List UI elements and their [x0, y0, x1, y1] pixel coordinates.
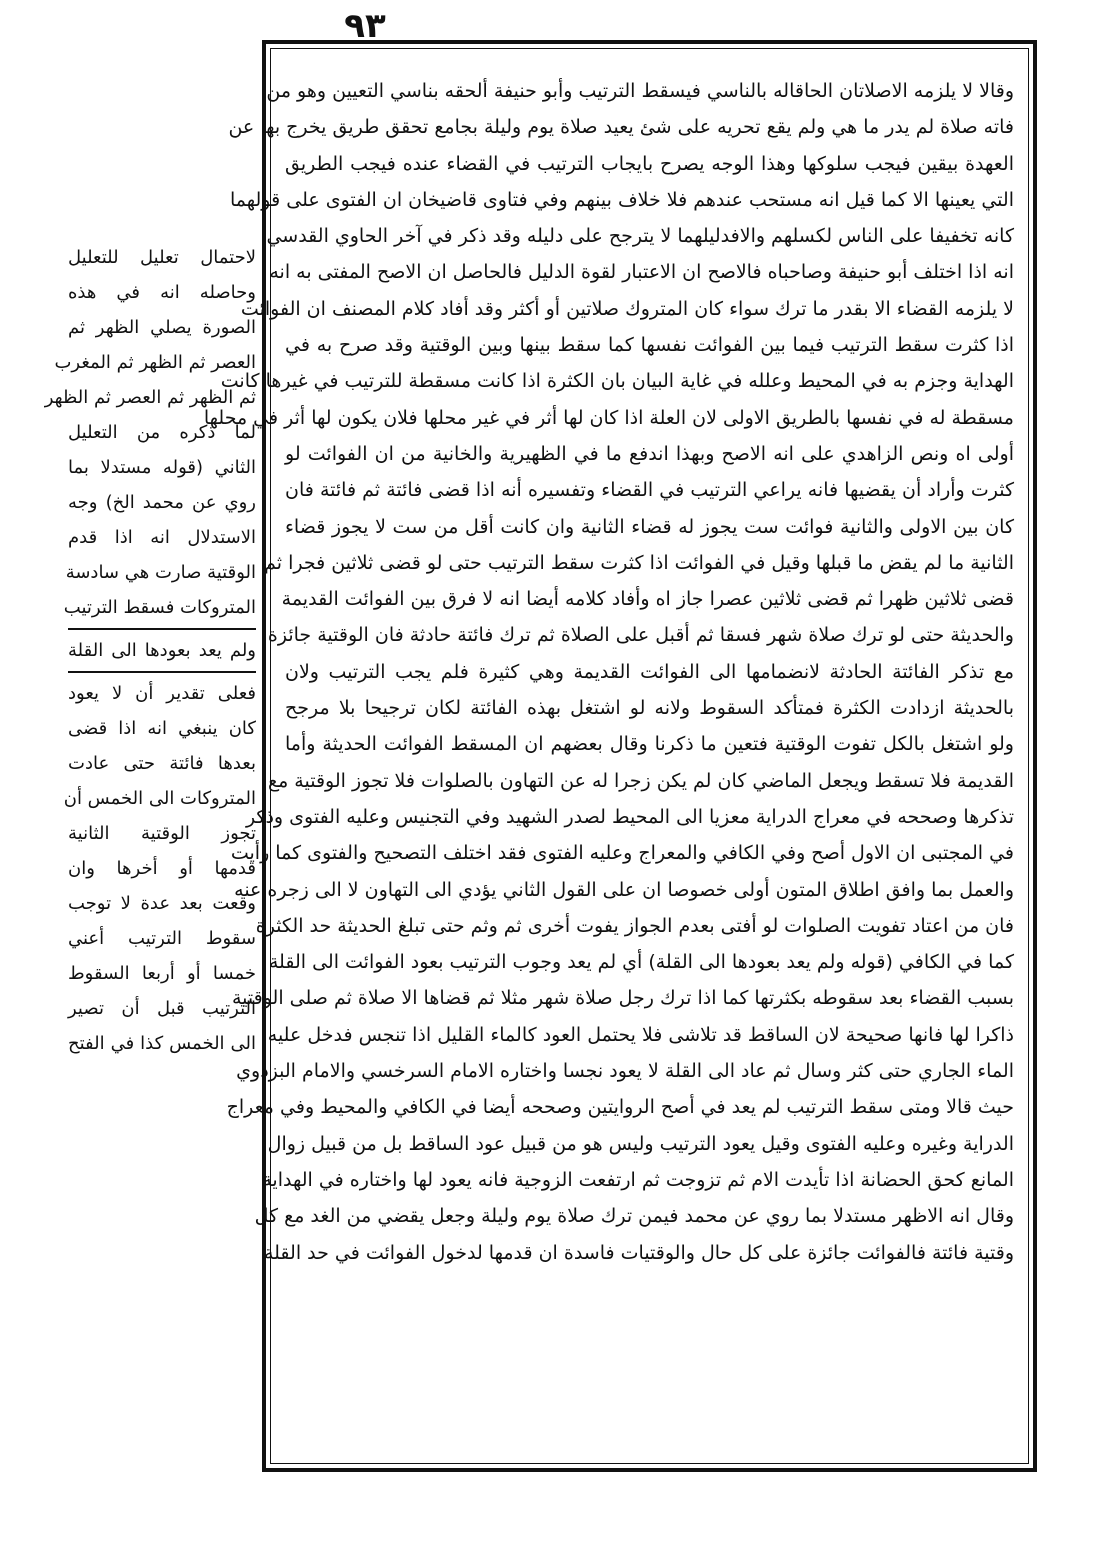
margin-text-line: الصورة يصلي الظهر ثم — [68, 317, 256, 338]
margin-text-line: سقوط الترتيب أعني — [68, 928, 256, 949]
main-text-frame — [203, 40, 1037, 1472]
main-text-line: الثانية ما لم يقض ما قبلها وقيل في الفوائت اذا كثرت سقط الترتيب حتى لو قضى ثلاثين فجرا ثم — [264, 551, 1014, 574]
main-text-line: انه اذا اختلف أبو حنيفة وصاحباه فالاصح ان الاعتبار لقوة الدليل فالحاصل ان الاصح المفتى به انه — [269, 261, 1014, 284]
main-text-line: التي يعينها الا كما قيل انه مستحب عندهم فلا خلاف بينهم وفي فتاوى قاضيخان ان الفتوى على قولهما — [229, 188, 1014, 211]
main-text-line: مسقطة له في نفسها بالطريق الاولى لان العلة اذا كان لها أثر في غير محلها فلان يكون لها أثر في محلها — [203, 406, 1014, 429]
margin-heading: ولم يعد بعودها الى القلة — [68, 640, 256, 661]
main-text-line: في المجتبى ان الاول أصح وفي الكافي والمعراج وعليه الفتوى فقد اختلف التصحيح والفتوى كما رأيت — [230, 842, 1014, 865]
main-text-line: وقتية فائتة فالفوائت جائزة على كل حال والوقتيات فاسدة ان قدمها لدخول الفوائت في حد القلة — [263, 1241, 1014, 1264]
margin-text-line: بعدها فائتة حتى عادت — [68, 753, 256, 774]
margin-text-line: المتروكات فسقط الترتيب — [63, 597, 256, 618]
margin-commentary-block-1 — [44, 240, 256, 625]
main-text-line: المانع كحق الحضانة اذا تأيدت الام ثم تزوجت ثم ارتفعت الزوجية فانه يعود لها واختاره في الهداية — [262, 1168, 1014, 1191]
margin-text-line: كان ينبغي انه اذا قضى — [68, 718, 256, 739]
margin-text-line: الثاني (قوله مستدلا بما — [68, 457, 256, 478]
main-text-line: اذا كثرت سقط الترتيب فيما بين الفوائت نفسها كما سقط بينها وبين الوقتية وقد صرح به في — [285, 334, 1014, 357]
main-text-line: القديمة فلا تسقط ويجعل الماضي كان لم يكن زجرا له عن التهاون بالصلوات فلا تجوز الوقتية مع — [267, 769, 1014, 792]
main-text-line: حيث قالا ومتى سقط الترتيب لم يعد في أصح الروايتين وصححه أيضا في الكافي والمحيط وفي معراج — [226, 1096, 1014, 1119]
main-text-line: كانه تخفيفا على الناس لكسلهم والافدليلهما لا يترجح على دليله وقد ذكر في آخر الحاوي القدسي — [266, 225, 1014, 248]
margin-commentary-block-2 — [63, 676, 256, 1061]
margin-text-line: الى الخمس كذا في الفتح — [68, 1033, 256, 1054]
margin-text-line: خمسا أو أربعا السقوط — [68, 963, 256, 984]
main-text-line: فان من اعتاد تفويت الصلوات لو أفتى بعدم الجواز يفوت أخرى ثم وثم حتى تبلغ الحديثة حد الكثرة — [255, 914, 1014, 937]
margin-text-line: قدمها أو أخرها وان — [68, 858, 256, 879]
main-text-line: ولو اشتغل بالكل تفوت الوقتية فتعين ما ذكرنا وقال بعضهم ان المسقط الفوائت الحديثة وأما — [285, 733, 1014, 756]
main-text-line: وقال انه الاظهر مستدلا بما روي عن محمد فيمن ترك صلاة يوم وليلة وجعل يقضي من الغد مع كل — [254, 1205, 1014, 1228]
margin-text-line: الاستدلال انه اذا قدم — [68, 527, 256, 548]
main-text-body — [203, 73, 1014, 1271]
margin-text-line: العصر ثم الظهر ثم المغرب — [54, 352, 256, 373]
main-text-line: الماء الجاري حتى كثر وسال ثم عاد الى القلة لا يعود نجسا واختاره الامام السرخسي والامام البزدوي — [236, 1060, 1014, 1083]
margin-text-line: الترتيب قبل أن تصير — [68, 998, 256, 1019]
margin-text-line: لاحتمال تعليل للتعليل — [68, 247, 256, 268]
main-text-line: الهداية وجزم به في المحيط وعلله في غاية البيان بان الكثرة اذا كانت مسقطة للترتيب في غيرها كانت — [220, 370, 1014, 393]
main-text-inner-frame — [203, 48, 1029, 1464]
margin-text-line: وقعت بعد عدة لا توجب — [68, 893, 256, 914]
margin-text-line: فعلى تقدير أن لا يعود — [68, 683, 256, 704]
margin-text-line: تجوز الوقتية الثانية — [68, 823, 256, 844]
main-text-line: فاته صلاة لم يدر ما هي ولم يقع تحريه على شئ يعيد صلاة يوم وليلة بجامع تحقق طريق يخرج بها عن — [228, 116, 1014, 139]
margin-text-line: وحاصله انه في هذه — [68, 282, 256, 303]
main-text-line: كثرت وأراد أن يقضيها فانه يراعي الترتيب في القضاء وتفسيره أنه اذا قضى فائتة ثم فائتة فان — [285, 479, 1014, 502]
main-text-line: العهدة بيقين فيجب سلوكها وهذا الوجه يصرح بايجاب الترتيب في القضاء عنده فيجب الطريق — [285, 152, 1014, 175]
margin-text-line: الوقتية صارت هي سادسة — [65, 562, 256, 583]
margin-text-line: لما ذكره من التعليل — [68, 422, 256, 443]
margin-divider-top — [68, 628, 256, 630]
main-text-line: أولى اه ونص الزاهدي على انه الاصح وبهذا اندفع ما في الظهيرية والخانية من ان الفوائت لو — [285, 442, 1014, 465]
margin-text-line: المتروكات الى الخمس أن — [63, 788, 256, 809]
margin-commentary — [44, 240, 256, 1061]
main-text-line: بالحديثة ازدادت الكثرة فمتأكد السقوط ولانه لو اشتغل بهذه الفائتة لكان ترجيحا بلا مرجح — [285, 697, 1014, 720]
main-text-line: والحديثة حتى لو ترك صلاة شهر فسقا ثم أقبل على الصلاة ثم ترك فائتة حادثة فان الوقتية جائزة — [267, 624, 1014, 647]
main-text-line: ذاكرا لها فانها صحيحة لان الساقط قد تلاشى فلا يحتمل العود كالماء القليل اذا تنجس فدخل عليه — [267, 1023, 1014, 1046]
main-text-line: مع تذكر الفائتة الحادثة لانضمامها الى الفوائت القديمة وهي كثيرة فلم يجب الترتيب ولان — [285, 660, 1014, 683]
main-text-line: بسبب القضاء بعد سقوطه بكثرتها كما اذا ترك رجل صلاة شهر مثلا ثم قضاها الا صلاة ثم صلى الوقتية — [232, 987, 1014, 1010]
margin-divider-bottom — [68, 671, 256, 673]
main-text-line: كما في الكافي (قوله ولم يعد بعودها الى القلة) أي لم يعد وجوب الترتيب بعود الفوائت الى القلة — [268, 951, 1014, 974]
main-text-line: كان بين الاولى والثانية فوائت ست يجوز له قضاء الثانية وان كانت أقل من ست لا يجوز قضاء — [285, 515, 1014, 538]
main-text-line: قضى ثلاثين ظهرا ثم قضى ثلاثين عصرا جاز اه وأفاد كلامه أيضا انه لا فرق بين الفوائت القديمة — [281, 588, 1014, 611]
main-text-line: وقالا لا يلزمه الاصلاتان الحاقاله بالناسي فيسقط الترتيب وأبو حنيفة ألحقه بناسي التعيين وهو من — [266, 80, 1014, 102]
page-number: ٩٣ — [344, 6, 386, 46]
main-text-line: لا يلزمه القضاء الا بقدر ما ترك سواء كان المتروك صلاتين أو أكثر وقد أفاد كلام المصنف ان الفوائت — [240, 297, 1014, 320]
margin-text-line: ثم الظهر ثم العصر ثم الظهر — [44, 387, 256, 408]
main-text-line: الدراية وغيره وعليه الفتوى وقيل يعود الترتيب وليس هو من قبيل عود الساقط بل من قبيل زوال — [267, 1132, 1014, 1155]
main-text-line: والعمل بما وافق اطلاق المتون أولى خصوصا ان على القول الثاني يؤدي الى التهاون لا الى زجره عنه — [234, 878, 1014, 901]
main-text-line: تذكرها وصححه في معراج الدراية معزيا الى المحيط لصدر الشهيد وفي التجنيس وعليه الفتوى وذكر — [245, 805, 1014, 828]
margin-text-line: روي عن محمد الخ) وجه — [68, 492, 256, 513]
